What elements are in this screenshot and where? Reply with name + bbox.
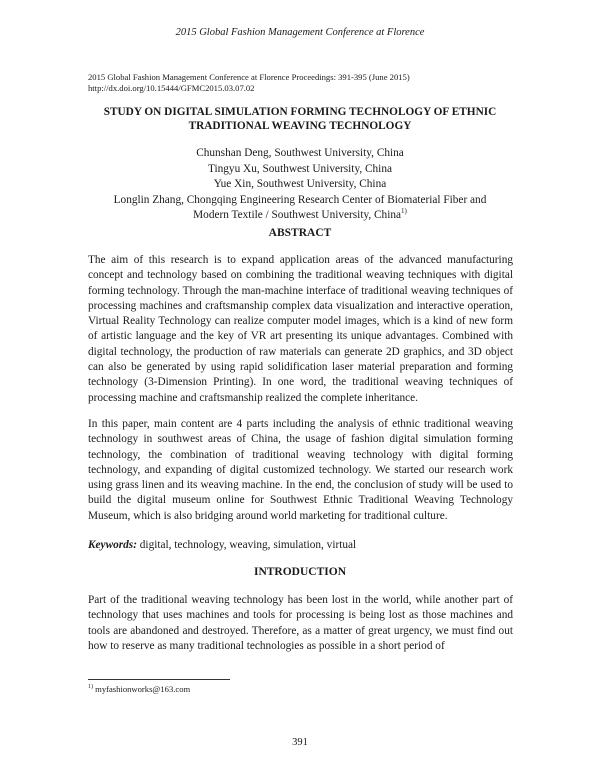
running-header: 2015 Global Fashion Management Conference at Florence: [175, 27, 425, 38]
author-list: [60, 146, 540, 224]
keywords-line: [88, 538, 513, 553]
author-line: Chunshan Deng, Southwest University, China: [196, 147, 404, 159]
citation-block: [88, 72, 410, 94]
footnote-email: myfashionworks@163.com: [93, 684, 191, 694]
title-line: TRADITIONAL WEAVING TECHNOLOGY: [188, 120, 412, 132]
footnote-marker: 1): [401, 207, 407, 216]
author-affiliation: Modern Textile / Southwest University, China: [193, 209, 402, 221]
introduction-heading: INTRODUCTION: [253, 566, 346, 578]
abstract-heading: ABSTRACT: [268, 227, 332, 239]
author-line: [60, 208, 540, 224]
footnote: [88, 684, 190, 694]
doi-line: http://dx.doi.org/10.15444/GFMC2015.03.07.02: [88, 83, 255, 93]
citation-line: 2015 Global Fashion Management Conference at Florence Proceedings: 391-395 (June 2015): [88, 72, 410, 82]
footnote-mark: 1): [88, 684, 93, 691]
title-line: STUDY ON DIGITAL SIMULATION FORMING TECHNOLOGY OF ETHNIC: [103, 106, 497, 118]
keywords-text: digital, technology, weaving, simulation, virtual: [136, 539, 357, 551]
author-line: Yue Xin, Southwest University, China: [213, 178, 387, 190]
footnote-divider: [88, 679, 230, 680]
abstract-paragraph: The aim of this research is to expand application areas of the advanced manufacturing concept and technology based on combining the traditional weaving techniques with digital forming technology. Through the man-machine interface of traditional weaving techniques of processing machines and craftsmanship complex data visualization and interactive operation, Virtual Reality Technology can realize computer model images, which is a kind of new form of artistic language and the key of VR art presenting its unique advantages. Combined with digital technology, the production of raw materials can generate 2D graphics, and 3D object can also be generated by using rapid solidification laser material preparation and forming technology (3-Dimension Printing). In one word, the traditional weaving techniques of processing machine and craftsmanship realized the complete inheritance.: [88, 254, 513, 404]
author-line: Longlin Zhang, Chongqing Engineering Research Center of Biomaterial Fiber and: [113, 193, 487, 206]
keywords-label: Keywords:: [88, 539, 137, 551]
abstract-paragraph: In this paper, main content are 4 parts including the analysis of ethnic traditional weaving technology in southwest areas of China, the usage of fashion digital simulation forming technology, the combination of traditional weaving technology with digital forming technology, and expanding of digital customized technology. We started our research work using grass linen and its weaving machine. In the end, the conclusion of study will be used to build the digital museum online for Southwest Ethnic Traditional Weaving Technology Museum, which is also bridging around world marketing for traditional culture.: [88, 418, 513, 522]
page-number: 391: [292, 737, 308, 748]
paper-title: [60, 105, 540, 133]
author-line: Tingyu Xu, Southwest University, China: [207, 162, 392, 175]
introduction-paragraph: Part of the traditional weaving technology has been lost in the world, while another part of technology that uses machines and tools for processing is being lost as those machines and tools are abandoned and destroyed. Therefore, as a matter of great urgency, we must find out how to reserve as many traditional technologies as possible in a short period of: [88, 594, 513, 652]
